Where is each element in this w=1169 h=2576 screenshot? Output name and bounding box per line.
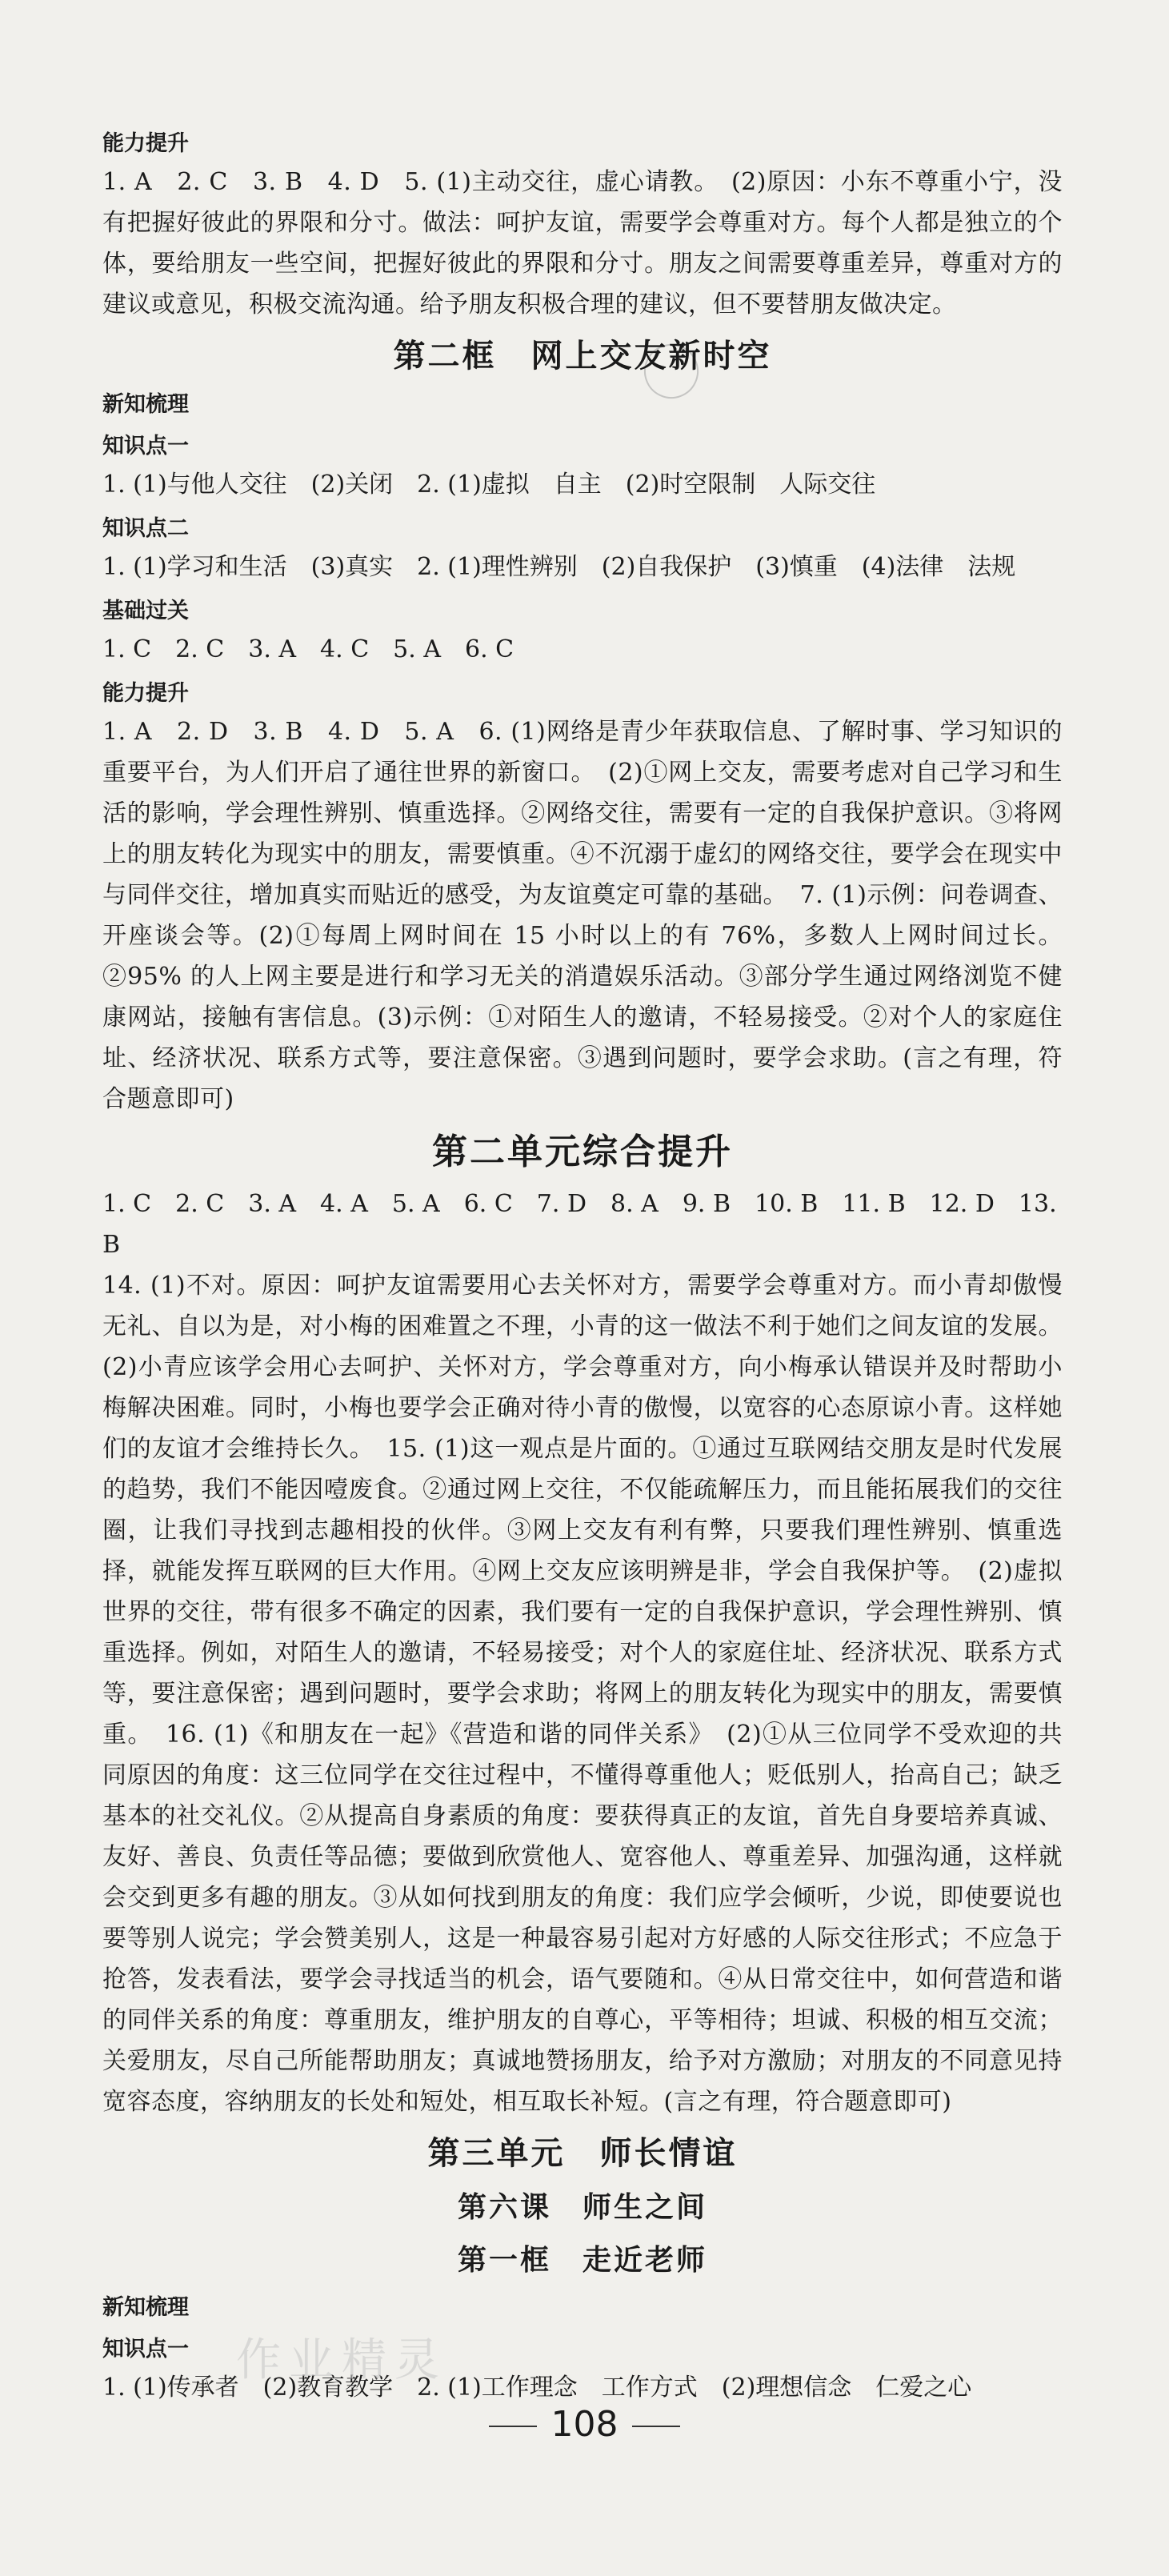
page-number [0,2401,1169,2449]
watermark: 作业精灵 [236,2334,447,2386]
section-label: 基础过关 [102,599,189,623]
answer-row: 1. (1)学习和生活 (3)真实 2. (1)理性辨别 (2)自我保护 (3)慎重 (4)法律 法规 [102,553,1016,581]
lesson-title: 第六课 师生之间 [457,2191,707,2224]
section-title: 第三单元 师长情谊 [427,2135,738,2172]
section-title: 第二框 网上交友新时空 [393,338,772,375]
answer-paragraph: 14. (1)不对。原因：呵护友谊需要用心去关怀对方，需要学会尊重对方。而小青却傲慢无礼、自以为是，对小梅的困难置之不理，小青的这一做法不利于她们之间友谊的发展。(2)小青应该学会用心去呵护、关怀对方，学会尊重对方，向小梅承认错误并及时帮助小梅解决困难。同时，小梅也要学会正确对待小青的傲慢，以宽容的心态原谅小青。这样她们的友谊才会维持长久。 15. (1)这一观点是片面的。①通过互联网结交朋友是时代发展的趋势，我们不能因噎废食。②通过网上交往，不仅能疏解压力，而且能拓展我们的交往圈，让我们寻找到志趣相投的伙伴。③网上交友有利有弊，只要我们理性辨别、慎重选择，就能发挥互联网的巨大作用。④网上交友应该明辨是非，学会自我保护等。 (2)虚拟世界的交往，带有很多不确定的因素，我们要有一定的自我保护意识，学会理性辨别、慎重选择。例如，对陌生人的邀请，不轻易接受；对个人的家庭住址、经济状况、联系方式等，要注意保密；遇到问题时，要学会求助；将网上的朋友转化为现实中的朋友，需要慎重。 16. (1)《和朋友在一起》《营造和谐的同伴关系》 (2)①从三位同学不受欢迎的共同原因的角度：这三位同学在交往过程中，不懂得尊重他人；贬低别人，抬高自己；缺乏基本的社交礼仪。②从提高自身素质的角度：要获得真正的友谊，首先自身要培养真诚、友好、善良、负责任等品德；要做到欣赏他人、宽容他人、尊重差异、加强沟通，这样就会交到更多有趣的朋友。③从如何找到朋友的角度：我们应学会倾听，少说，即使要说也要等别人说完；学会赞美别人，这是一种最容易引起对方好感的人际交往形式；不应急于抢答，发表看法，要学会寻找适当的机会，语气要随和。④从日常交往中，如何营造和谐的同伴关系的角度：尊重朋友，维护朋友的自尊心，平等相待；坦诚、积极的相互交流；关爱朋友，尽自己所能帮助朋友；真诚地赞扬朋友，给予对方激励；对朋友的不同意见持宽容态度，容纳朋友的长处和短处，相互取长补短。(言之有理，符合题意即可) [102,1272,1063,2116]
section-label: 知识点一 [102,2337,189,2362]
section-label: 新知梳理 [102,2295,189,2320]
page-number-text: 108 [550,2404,619,2445]
answer-row: 1. (1)传承者 (2)教育教学 2. (1)工作理念 工作方式 (2)理想信念 仁爱之心 [102,2374,972,2402]
answer-row: 1. C 2. C 3. A 4. C 5. A 6. C [102,635,514,663]
section-label: 能力提升 [102,131,189,156]
answer-row: 1. (1)与他人交往 (2)关闭 2. (1)虚拟 自主 (2)时空限制 人际交往 [102,471,876,499]
answer-paragraph: 1. A 2. C 3. B 4. D 5. (1)主动交往，虚心请教。 (2)原因：小东不尊重小宁，没有把握好彼此的界限和分寸。做法：呵护友谊，需要学会尊重对方。每个人都是独立的个体，要给朋友一些空间，把握好彼此的界限和分寸。朋友之间需要尊重差异，尊重对方的建议或意见，积极交流沟通。给予朋友积极合理的建议，但不要替朋友做决定。 [102,168,1063,318]
answer-row: 1. C 2. C 3. A 4. A 5. A 6. C 7. D 8. A 9. B 10. B 11. B 12. D 13. B [102,1190,1057,1259]
unit-summary-title: 第二单元综合提升 [432,1132,733,1172]
dash-right [632,2426,680,2427]
section-label: 能力提升 [102,681,189,706]
section-label: 新知梳理 [102,392,189,417]
dash-left [489,2426,537,2427]
answer-paragraph: 1. A 2. D 3. B 4. D 5. A 6. (1)网络是青少年获取信息、了解时事、学习知识的重要平台，为人们开启了通往世界的新窗口。 (2)①网上交友，需要考虑对自己学习和生活的影响，学会理性辨别、慎重选择。②网络交往，需要有一定的自我保护意识。③将网上的朋友转化为现实中的朋友，需要慎重。④不沉溺于虚幻的网络交往，要学会在现实中与同伴交往，增加真实而贴近的感受，为友谊奠定可靠的基础。 7. (1)示例：问卷调查、开座谈会等。(2)①每周上网时间在 15 小时以上的有 76%，多数人上网时间过长。②95% 的人上网主要是进行和学习无关的消遣娱乐活动。③部分学生通过网络浏览不健康网站，接触有害信息。(3)示例：①对陌生人的邀请，不轻易接受。②对个人的家庭住址、经济状况、联系方式等，要注意保密。③遇到问题时，要学会求助。(言之有理，符合题意即可) [102,718,1063,1113]
answer-content [102,120,1063,2408]
section-label: 知识点二 [102,516,189,541]
lesson-title: 第一框 走近老师 [457,2244,707,2277]
section-label: 知识点一 [102,434,189,459]
